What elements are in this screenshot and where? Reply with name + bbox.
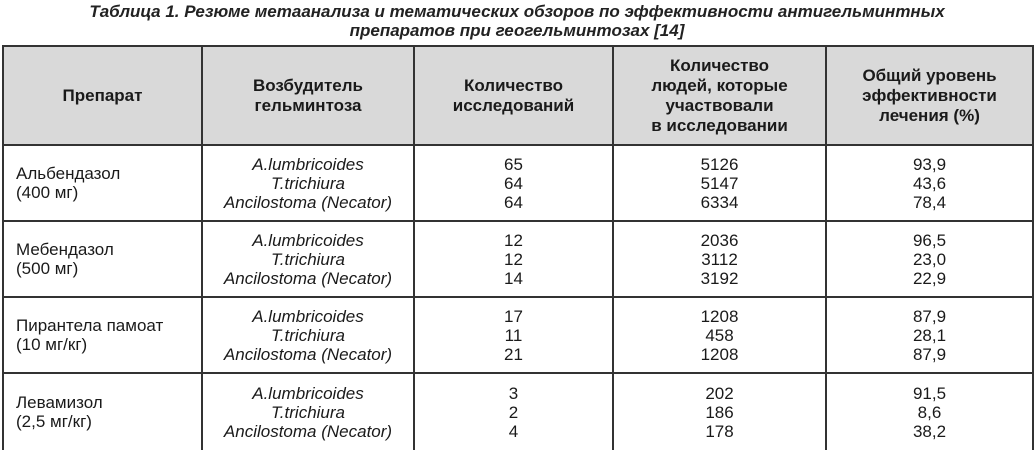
participants-cell: 1208 458 1208 [613,297,826,373]
drug-cell: Мебендазол (500 мг) [3,221,202,297]
header-pathogen: Возбудитель гельминтоза [202,46,414,145]
header-row [3,46,1033,145]
table-row [3,297,1033,373]
table-row [3,373,1033,450]
participants-cell: 202 186 178 [613,373,826,450]
efficacy-cell: 87,9 28,1 87,9 [826,297,1033,373]
efficacy-cell: 93,9 43,6 78,4 [826,145,1033,221]
drug-cell: Левамизол (2,5 мг/кг) [3,373,202,450]
pathogen-cell: A.lumbricoides T.trichiura Ancilostoma (Necator) [202,145,414,221]
studies-cell: 12 12 14 [414,221,613,297]
efficacy-table [2,45,1034,450]
table-row [3,145,1033,221]
participants-cell: 5126 5147 6334 [613,145,826,221]
header-drug: Препарат [3,46,202,145]
table-caption [0,2,1034,40]
participants-cell: 2036 3112 3192 [613,221,826,297]
studies-cell: 65 64 64 [414,145,613,221]
header-participants-count: Количество людей, которые участвовали в исследовании [613,46,826,145]
studies-cell: 17 11 21 [414,297,613,373]
pathogen-cell: A.lumbricoides T.trichiura Ancilostoma (Necator) [202,297,414,373]
efficacy-cell: 91,5 8,6 38,2 [826,373,1033,450]
header-studies-count: Количество исследований [414,46,613,145]
caption-line-2: препаратов при геогельминтозах [14] [349,21,685,40]
caption-line-1: Таблица 1. Резюме метаанализа и тематических обзоров по эффективности антигельминтных [89,2,945,21]
efficacy-cell: 96,5 23,0 22,9 [826,221,1033,297]
studies-cell: 3 2 4 [414,373,613,450]
table-row [3,221,1033,297]
drug-cell: Альбендазол (400 мг) [3,145,202,221]
header-efficacy: Общий уровень эффективности лечения (%) [826,46,1033,145]
pathogen-cell: A.lumbricoides T.trichiura Ancilostoma (Necator) [202,373,414,450]
drug-cell: Пирантела памоат (10 мг/кг) [3,297,202,373]
pathogen-cell: A.lumbricoides T.trichiura Ancilostoma (Necator) [202,221,414,297]
